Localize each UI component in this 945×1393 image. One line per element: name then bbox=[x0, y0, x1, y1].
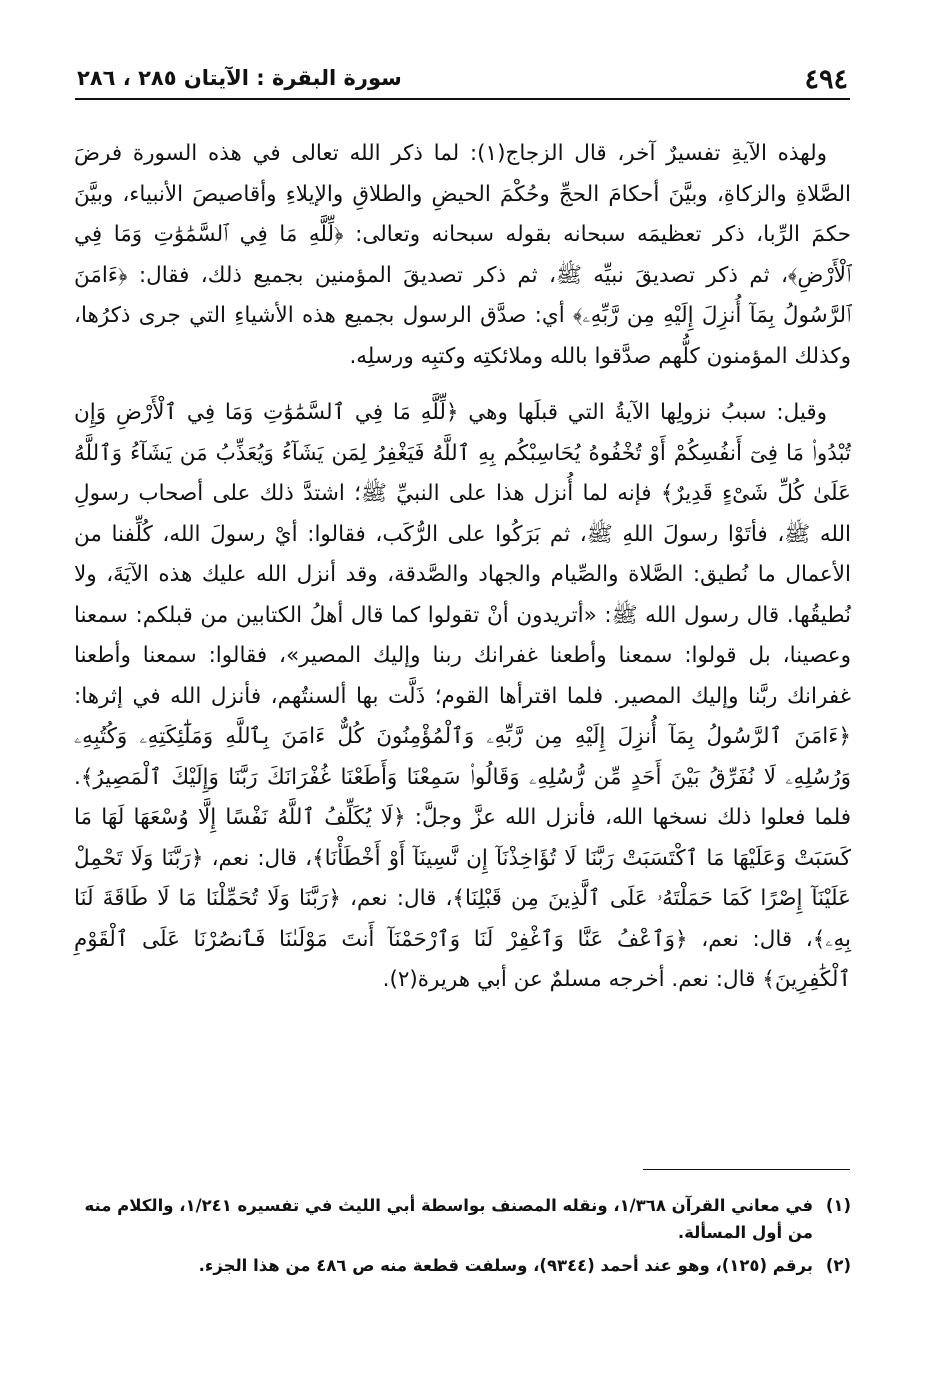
paragraph: ولهذه الآيةِ تفسيرٌ آخر، قال الزجاج(١): لما ذكر الله تعالى في هذه السورة فرضَ الصَّلاةِ والزكاةِ، وبيَّنَ أحكامَ الحجِّ وحُكْمَ الحيضِ والطلاقِ والإيلاءِ وأقاصيصَ الأنبياء، وبيَّنَ حكمَ الرِّبا، ذكر تعظيمَه سبحانه بقوله سبحانه وتعالى: ﴿لِّلَّهِ مَا فِي ٱلسَّمَٰوَٰتِ وَمَا فِي ٱلْأَرْضِ﴾، ثم ذكر تصديقَ نبيِّه ﷺ، ثم ذكر تصديقَ المؤمنين بجميع ذلك، فقال: ﴿ءَامَنَ ٱلرَّسُولُ بِمَآ أُنزِلَ إِلَيْهِ مِن رَّبِّهِۦ﴾ أي: صدَّق الرسول بجميع هذه الأشياءِ التي جرى ذكرُها، وكذلك المؤمنون كلُّهم صدَّقوا بالله وملائكتِه وكتبِه ورسلِه. bbox=[74, 141, 851, 369]
footnotes bbox=[74, 1192, 851, 1285]
running-title: سورة البقرة : الآيتان ٢٨٥ ، ٢٨٦ bbox=[77, 66, 402, 90]
footnote-marker: (١) bbox=[825, 1196, 851, 1215]
paragraph: وقيل: سببُ نزولِها الآيةُ التي قبلَها وهي ﴿لِّلَّهِ مَا فِي ٱلسَّمَٰوَٰتِ وَمَا فِي ٱلْأَرْضِ وَإِن تُبْدُوا۟ مَا فِىٓ أَنفُسِكُمْ أَوْ تُخْفُوهُ يُحَاسِبْكُم بِهِ ٱللَّهُ فَيَغْفِرُ لِمَن يَشَآءُ وَيُعَذِّبُ مَن يَشَآءُ وَٱللَّهُ عَلَىٰ كُلِّ شَىْءٍ قَدِيرٌ﴾ فإنه لما أُنزل هذا على النبيِّ ﷺ؛ اشتدَّ ذلك على أصحاب رسولِ الله ﷺ، فأتَوْا رسولَ اللهِ ﷺ، ثم بَرَكُوا على الرُّكَب، فقالوا: أيْ رسولَ الله، كُلِّفنا من الأعمال ما نُطيق: الصَّلاة والصِّيام والجهاد والصَّدقة، وقد أنزل الله عليك هذه الآيَةَ، ولا نُطيقُها. قال رسول الله ﷺ: «أتريدون أنْ تقولوا كما قال أهلُ الكتابين من قبلكم: سمعنا وعصينا، بل قولوا: سمعنا وأطعنا غفرانك ربنا وإليك المصير»، فقالوا: سمعنا وأطعنا غفرانك ربَّنا وإليك المصير. فلما اقترأها القوم؛ ذَلَّت بها ألسنتُهم، فأنزل الله في إثرها: ﴿ءَامَنَ ٱلرَّسُولُ بِمَآ أُنزِلَ إِلَيْهِ مِن رَّبِّهِۦ وَٱلْمُؤْمِنُونَ كُلٌّ ءَامَنَ بِٱللَّهِ وَمَلَٰٓئِكَتِهِۦ وَكُتُبِهِۦ وَرُسُلِهِۦ لَا نُفَرِّقُ بَيْنَ أَحَدٍ مِّن رُّسُلِهِۦ وَقَالُوا۟ سَمِعْنَا وَأَطَعْنَا غُفْرَانَكَ رَبَّنَا وَإِلَيْكَ ٱلْمَصِيرُ﴾. فلما فعلوا ذلك نسخها الله، فأنزل الله عزَّ وجلَّ: ﴿لَا يُكَلِّفُ ٱللَّهُ نَفْسًا إِلَّا وُسْعَهَا لَهَا مَا كَسَبَتْ وَعَلَيْهَا مَا ٱكْتَسَبَتْ رَبَّنَا لَا تُؤَاخِذْنَآ إِن نَّسِينَآ أَوْ أَخْطَأْنَا﴾، قال: نعم، ﴿رَبَّنَا وَلَا تَحْمِلْ عَلَيْنَآ إِصْرًا كَمَا حَمَلْتَهُۥ عَلَى ٱلَّذِينَ مِن قَبْلِنَا﴾، قال: نعم، ﴿رَبَّنَا وَلَا تُحَمِّلْنَا مَا لَا طَاقَةَ لَنَا بِهِۦ﴾، قال: نعم، ﴿وَٱعْفُ عَنَّا وَٱغْفِرْ لَنَا وَٱرْحَمْنَآ أَنتَ مَوْلَىٰنَا فَٱنصُرْنَا عَلَى ٱلْقَوْمِ ٱلْكَٰفِرِينَ﴾ قال: نعم. أخرجه مسلمٌ عن أبي هريرة(٢). bbox=[74, 400, 851, 992]
footnote-text: برقم (١٢٥)، وهو عند أحمد (٩٣٤٤)، وسلفت قطعة منه ص ٤٨٦ من هذا الجزء. bbox=[198, 1256, 813, 1275]
footnote-text: في معاني القرآن ١/٣٦٨، ونقله المصنف بواسطة أبي الليث في تفسيره ١/٢٤١، والكلام منه من أول المسألة. bbox=[84, 1196, 813, 1242]
main-text bbox=[74, 134, 851, 1001]
footnote bbox=[74, 1192, 851, 1246]
page-number: ٤٩٤ bbox=[804, 64, 848, 95]
footnote-marker: (٢) bbox=[825, 1256, 851, 1275]
footnote-divider bbox=[643, 1169, 850, 1170]
footnote bbox=[74, 1252, 851, 1279]
page-header bbox=[75, 64, 850, 100]
